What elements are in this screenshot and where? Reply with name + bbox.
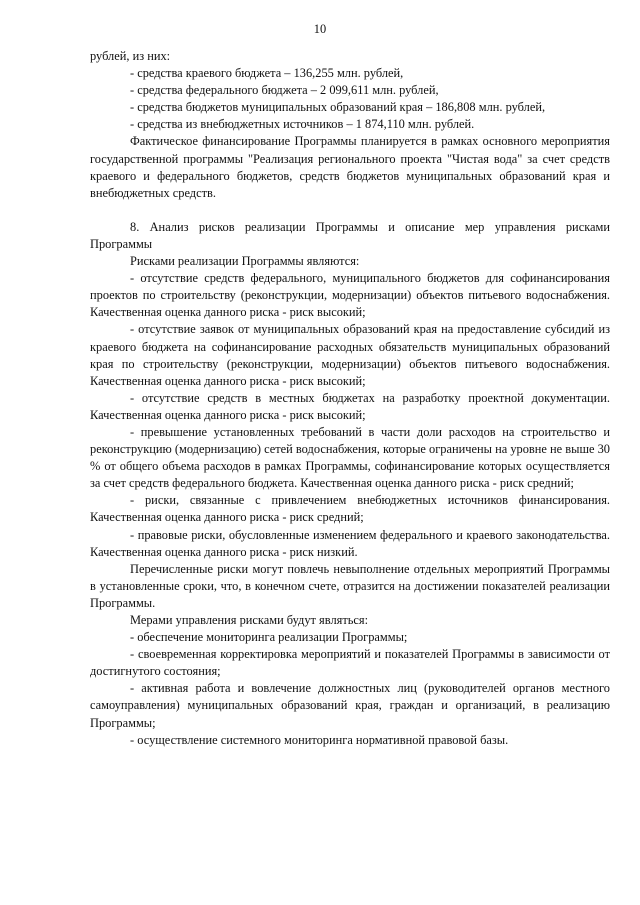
list-item: - средства краевого бюджета – 136,255 млн. рублей, <box>130 66 404 81</box>
section-heading: 8. Анализ рисков реализации Программы и описание мер управления рисками Программы <box>90 219 610 251</box>
list-item: - отсутствие средств федерального, муниципального бюджетов для софинансирования проектов по строительству (реконструкции, модернизации) объектов питьевого водоснабжения. Качественная оценка данного риска - риск высокий; <box>90 271 610 320</box>
list-item: - средства федерального бюджета – 2 099,611 млн. рублей, <box>130 83 439 98</box>
list-item: - превышение установленных требований в части доли расходов на строительство и реконструкцию (модернизацию) сетей водоснабжения, которые ограничены на уровне не выше 30 % от общего объема расходов в рамках Программы, софинансирование которых осуществляется за счет средств федерального бюджета. Качественная оценка данного риска - риск средний; <box>90 424 610 491</box>
list-item: - активная работа и вовлечение должностных лиц (руководителей органов местного самоуправления) муниципальных образований края, граждан и организаций, в реализацию Программы; <box>90 681 610 730</box>
list-item: - средства из внебюджетных источников – 1 874,110 млн. рублей. <box>130 117 475 132</box>
paragraph: рублей, из них: <box>90 49 171 63</box>
list-item: - средства бюджетов муниципальных образований края – 186,808 млн. рублей, <box>130 100 546 115</box>
list-item: - отсутствие заявок от муниципальных образований края на предоставление субсидий из краевого бюджета на софинансирование расходных обязательств муниципальных образований края по строительству (реконструкции, модернизации) объектов питьевого водоснабжения. Качественная оценка данного риска - риск высокий; <box>90 322 610 388</box>
paragraph: Перечисленные риски могут повлечь невыполнение отдельных мероприятий Программы в установленные сроки, что, в конечном счете, отразится на достижении показателей реализации Программы. <box>90 561 610 610</box>
list-item: - риски, связанные с привлечением внебюджетных источников финансирования. Качественная оценка данного риска - риск средний; <box>90 493 610 525</box>
paragraph: Рисками реализации Программы являются: <box>130 254 360 269</box>
list-item: - осуществление системного мониторинга нормативной правовой базы. <box>130 732 509 747</box>
document-body <box>90 48 610 749</box>
page-number: 10 <box>313 22 327 36</box>
list-item: - своевременная корректировка мероприятий и показателей Программы в зависимости от достигнутого состояния; <box>90 647 610 679</box>
list-item: - правовые риски, обусловленные изменением федерального и краевого законодательства. Качественная оценка данного риска - риск низкий. <box>90 527 610 559</box>
paragraph: Фактическое финансирование Программы планируется в рамках основного мероприятия государственной программы "Реализация регионального проекта "Чистая вода" за счет средств краевого и федерального бюджетов, средств бюджетов муниципальных образований края и внебюджетных средств. <box>90 134 610 200</box>
list-item: - обеспечение мониторинга реализации Программы; <box>130 630 408 645</box>
paragraph: Мерами управления рисками будут являться: <box>130 613 369 627</box>
list-item: - отсутствие средств в местных бюджетах на разработку проектной документации. Качественная оценка данного риска - риск высокий; <box>90 390 610 422</box>
